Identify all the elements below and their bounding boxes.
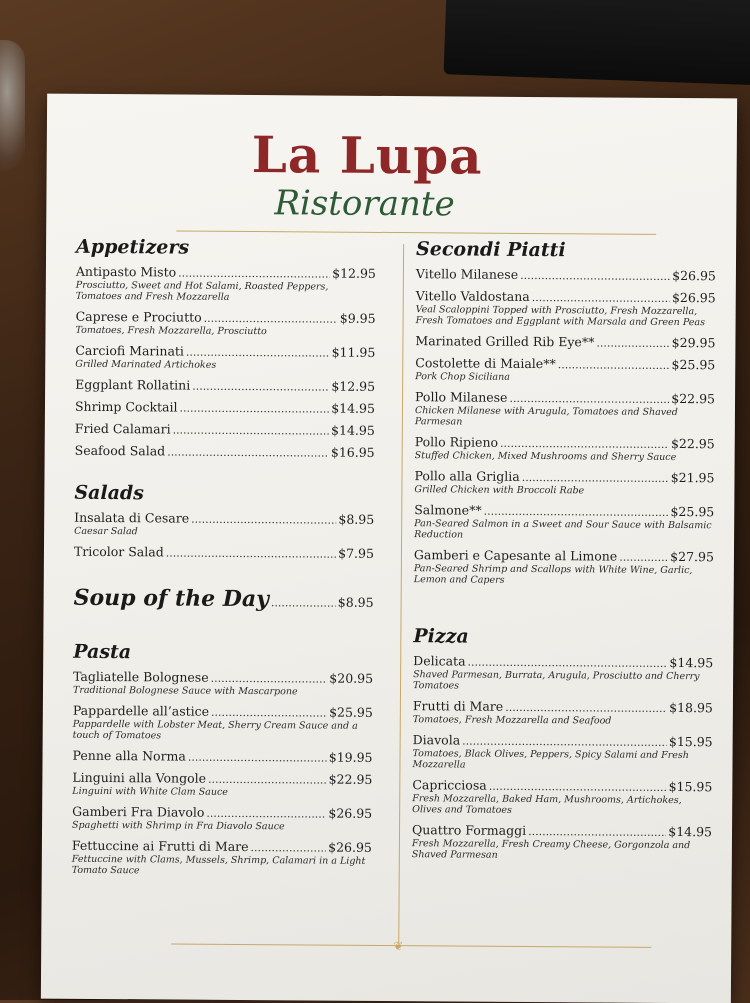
menu-item (73, 703, 373, 743)
item-description: Fettuccine with Clams, Mussels, Shrimp, Calamari in a Light Tomato Sauce (71, 853, 366, 877)
item-price: $20.95 (329, 670, 374, 686)
menu-item-row (414, 502, 714, 519)
item-price: $26.95 (671, 289, 716, 306)
menu-item-row (414, 468, 714, 485)
item-description: Grilled Chicken with Broccoli Rabe (414, 484, 585, 497)
section-title: Pizza (413, 625, 469, 648)
item-name: Linguini alla Vongole (72, 769, 207, 786)
item-description: Pan-Seared Shrimp and Scallops with White Wine, Garlic, Lemon and Capers (413, 563, 693, 586)
dot-leader (509, 392, 669, 406)
item-name: Marinated Grilled Rib Eye** (415, 333, 595, 350)
item-price: $27.95 (670, 548, 715, 565)
section-title: Appetizers (76, 235, 190, 259)
menu-item-row (75, 377, 375, 394)
menu-item (73, 669, 373, 698)
ornament-icon: ❦ (393, 939, 404, 954)
menu-sheet (41, 94, 737, 1003)
menu-item-row (415, 355, 715, 372)
item-name: Penne alla Norma (72, 747, 186, 764)
menu-item (413, 653, 713, 693)
dot-leader (484, 505, 669, 519)
menu-section-secondi-piatti (414, 238, 716, 587)
item-name: Shrimp Cocktail (74, 398, 178, 415)
item-price: $8.95 (338, 511, 375, 527)
item-name: Gamberi e Capesante al Limone (413, 547, 618, 564)
menu-item (413, 698, 713, 727)
top-rule (176, 231, 656, 235)
dot-leader (500, 437, 669, 451)
item-description: Spaghetti with Shrimp in Fra Diavolo Sauce (72, 819, 285, 833)
dot-leader (179, 402, 329, 416)
left-column (72, 236, 377, 885)
menu-item (75, 399, 375, 416)
item-price: $14.95 (669, 654, 714, 671)
menu-item (75, 343, 375, 372)
menu-item-row (412, 822, 712, 839)
section-title: Secondi Piatti (416, 238, 566, 262)
dot-leader (188, 751, 327, 765)
item-price: $14.95 (668, 823, 713, 840)
menu-item (74, 510, 374, 539)
dot-leader (532, 291, 670, 305)
dot-leader (186, 346, 330, 360)
item-name: Fried Calamari (74, 420, 171, 437)
dot-leader (522, 471, 669, 485)
item-description: Chicken Milanese with Arugula, Tomatoes and Shaved Parmesan (414, 405, 678, 428)
item-description: Veal Scaloppini Topped with Prosciutto, Fresh Mozzarella, Fresh Tomatoes and Eggplant with Marsala and Green Peas (415, 304, 705, 329)
item-name: Vitello Milanese (415, 266, 519, 282)
menu-item (415, 389, 715, 429)
item-name: Frutti di Mare (412, 698, 504, 714)
menu-item-row (75, 343, 375, 360)
menu-item-row (412, 777, 712, 794)
item-description: Tomatoes, Fresh Mozzarella, Prosciutto (75, 324, 267, 338)
item-name: Costolette di Maiale** (415, 355, 556, 372)
item-name: Quattro Formaggi (411, 822, 527, 838)
dot-leader (204, 312, 338, 326)
item-name: Tagliatelle Bolognese (73, 668, 209, 685)
menu-item-row (416, 266, 716, 283)
item-description: Stuffed Chicken, Mixed Mushrooms and Sherry Sauce (414, 450, 677, 464)
dot-leader (191, 513, 336, 527)
item-name: Caprese e Prociutto (75, 308, 202, 325)
item-name: Delicata (413, 653, 466, 669)
menu-item-row (413, 653, 713, 670)
menu-item-row (415, 389, 715, 406)
item-description: Fresh Mozzarella, Baked Ham, Mushrooms, Artichokes, Olives and Tomatoes (412, 793, 682, 816)
dot-leader (208, 773, 327, 787)
menu-item-row (76, 264, 376, 281)
menu-item (415, 355, 715, 384)
menu-item (75, 377, 375, 394)
item-price: $18.95 (669, 699, 713, 716)
menu-item-row (72, 748, 372, 765)
item-description: Pappardelle with Lobster Meat, Sherry Cream Sauce and a touch of Tomatoes (72, 718, 358, 742)
menu-item-row (73, 669, 373, 686)
restaurant-subtitle: Ristorante (274, 183, 455, 225)
item-name: Pollo Ripieno (414, 434, 499, 450)
dot-leader (520, 269, 670, 283)
dot-leader (271, 596, 336, 609)
item-price: $12.95 (332, 265, 376, 281)
item-price: $8.95 (337, 594, 374, 610)
item-name: Antipasto Misto (75, 263, 177, 280)
menu-item (412, 777, 712, 817)
item-price: $15.95 (668, 778, 713, 795)
menu-item (412, 732, 712, 772)
item-name: Pappardelle all’astice (72, 702, 210, 719)
dot-leader (173, 423, 330, 437)
item-price: $26.95 (328, 839, 372, 855)
menu-section-soup-of-the-day (74, 585, 374, 613)
section-title: Soup of the Day (73, 584, 270, 613)
item-description: Grilled Marinated Artichokes (75, 358, 217, 371)
item-price: $25.95 (671, 356, 716, 373)
dot-leader (192, 380, 329, 394)
menu-item-row (74, 510, 374, 527)
dot-leader (167, 445, 329, 459)
item-price: $12.95 (331, 378, 376, 394)
item-description: Caesar Salad (74, 525, 138, 538)
dot-leader (489, 780, 667, 794)
item-price: $15.95 (668, 733, 713, 750)
menu-item (412, 822, 712, 862)
dot-leader (528, 825, 666, 839)
menu-item (415, 434, 715, 463)
item-price: $11.95 (331, 344, 376, 360)
menu-item (416, 266, 716, 283)
menu-section-salads (74, 482, 375, 561)
menu-item (76, 264, 376, 304)
dot-leader (166, 546, 337, 560)
menu-item-row (414, 547, 714, 564)
restaurant-name: La Lupa (251, 125, 483, 186)
item-price: $26.95 (328, 805, 373, 821)
black-tray (444, 0, 750, 86)
dot-leader (206, 807, 326, 821)
menu-item-row (73, 703, 373, 720)
menu-item (72, 804, 372, 833)
menu-item-row (416, 288, 716, 305)
menu-item (75, 443, 375, 460)
item-description: Tomatoes, Fresh Mozzarella and Seafood (412, 714, 612, 727)
item-name: Tricolor Salad (73, 543, 164, 560)
item-price: $16.95 (330, 444, 375, 460)
menu-item (416, 288, 716, 328)
right-column (412, 238, 716, 869)
item-price: $25.95 (670, 503, 715, 520)
item-price: $21.95 (670, 469, 715, 486)
menu-item-row (72, 770, 372, 787)
item-name: Diavola (412, 732, 461, 748)
item-price: $26.95 (672, 267, 716, 284)
item-price: $7.95 (338, 545, 375, 561)
menu-item (414, 468, 714, 497)
item-description: Prosciutto, Sweet and Hot Salami, Roasted Peppers, Tomatoes and Fresh Mozzarella (75, 279, 329, 303)
menu-item-row (75, 443, 375, 460)
section-title: Pasta (73, 640, 132, 664)
menu-item (74, 544, 374, 561)
menu-item (72, 770, 372, 799)
item-price: $19.95 (328, 749, 373, 765)
item-price: $22.95 (671, 390, 716, 407)
item-price: $25.95 (329, 704, 373, 720)
menu-item-row (72, 838, 372, 855)
menu-item-row (72, 804, 372, 821)
item-price: $29.95 (671, 334, 716, 351)
item-description: Linguini with White Clam Sauce (72, 785, 228, 798)
item-description: Pork Chop Siciliana (415, 371, 510, 383)
item-name: Pollo alla Griglia (414, 468, 520, 484)
menu-item-row (74, 544, 374, 561)
item-name: Carciofi Marinati (75, 342, 185, 359)
bottom-rule (171, 943, 651, 947)
item-price: $14.95 (331, 422, 375, 438)
item-price: $14.95 (331, 400, 376, 416)
menu-item-row (76, 309, 376, 326)
menu-item-row (413, 698, 713, 715)
item-price: $22.95 (670, 435, 715, 452)
item-description: Tomatoes, Black Olives, Peppers, Spicy Salami and Fresh Mozzarella (412, 748, 689, 771)
menu-item (75, 421, 375, 438)
dot-leader (596, 336, 669, 350)
dot-leader (251, 841, 327, 855)
item-name: Gamberi Fra Diavolo (72, 803, 205, 820)
dot-leader (211, 706, 327, 720)
item-description: Traditional Bolognese Sauce with Mascarpone (72, 684, 298, 698)
dot-leader (468, 656, 668, 670)
item-description: Shaved Parmesan, Burrata, Arugula, Prosciutto and Cherry Tomatoes (413, 669, 700, 692)
menu-item (414, 547, 714, 587)
menu-item-row (75, 421, 375, 438)
dot-leader (178, 267, 330, 281)
menu-item (75, 309, 375, 338)
menu-item (72, 838, 372, 878)
dot-leader (619, 551, 668, 564)
menu-section-appetizers (75, 236, 377, 460)
item-name: Capricciosa (412, 777, 487, 793)
menu-item (415, 333, 715, 350)
column-divider (398, 244, 404, 944)
menu-item-row (413, 732, 713, 749)
item-name: Salmone** (414, 502, 482, 518)
section-header-row (74, 585, 374, 613)
item-name: Pollo Milanese (415, 389, 508, 405)
menu-section-pasta (72, 641, 374, 878)
menu-item (414, 502, 714, 542)
menu-item (72, 748, 372, 765)
menu-item-row (415, 434, 715, 451)
item-name: Insalata di Cesare (74, 509, 190, 526)
dot-leader (558, 358, 670, 372)
menu-item-row (415, 333, 715, 350)
dot-leader (211, 672, 328, 686)
item-name: Fettuccine ai Frutti di Mare (71, 837, 249, 855)
item-price: $22.95 (328, 771, 373, 787)
item-name: Vitello Valdostana (415, 288, 530, 304)
item-name: Eggplant Rollatini (75, 376, 191, 393)
menu-item-row (75, 399, 375, 416)
section-title: Salads (74, 481, 145, 505)
dot-leader (505, 701, 667, 715)
water-glass (0, 40, 25, 170)
item-description: Pan-Seared Salmon in a Sweet and Sour Sauce with Balsamic Reduction (414, 518, 712, 541)
item-name: Seafood Salad (74, 442, 166, 459)
item-description: Fresh Mozzarella, Fresh Creamy Cheese, Gorgonzola and Shaved Parmesan (411, 838, 691, 861)
menu-section-pizza (412, 625, 714, 862)
dot-leader (462, 735, 667, 749)
item-price: $9.95 (339, 310, 376, 326)
